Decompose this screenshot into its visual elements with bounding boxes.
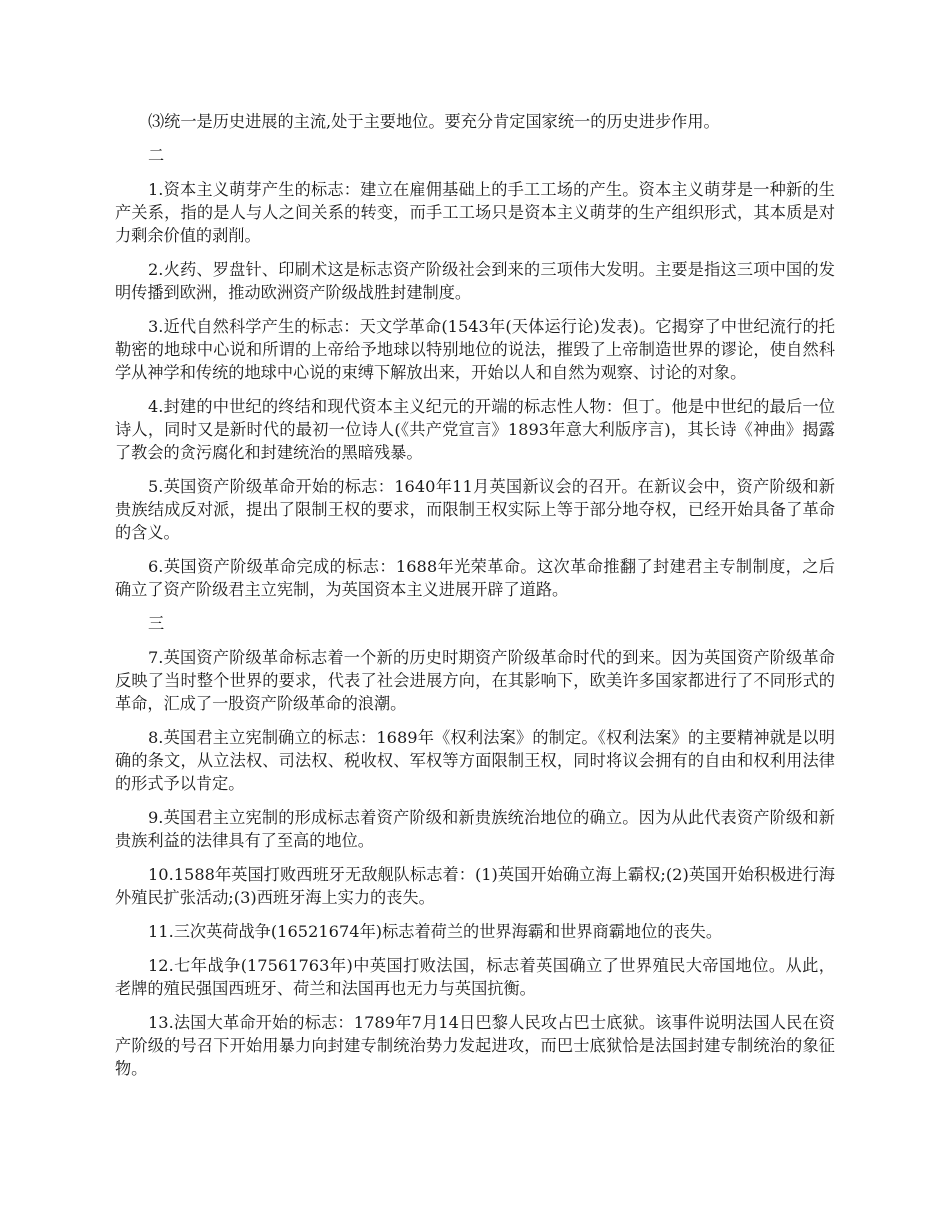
paragraph-3: 3.近代自然科学产生的标志：天文学革命(1543年(天体运行论)发表)。它揭穿了中世纪流行的托勒密的地球中心说和所谓的上帝给予地球以特别地位的说法，摧毁了上帝制造世界的谬论，使自然科学从神学和传统的地球中心说的束缚下解放出来，开始以人和自然为观察、讨论的对象。 bbox=[115, 317, 835, 382]
paragraph-13: 13.法国大革命开始的标志：1789年7月14日巴黎人民攻占巴士底狱。该事件说明法国人民在资产阶级的号召下开始用暴力向封建专制统治势力发起进攻，而巴士底狱恰是法国封建专制统治的象征物。 bbox=[115, 1013, 835, 1078]
paragraph-6: 6.英国资产阶级革命完成的标志：1688年光荣革命。这次革命推翻了封建君主专制制度，之后确立了资产阶级君主立宪制，为英国资本主义进展开辟了道路。 bbox=[115, 557, 835, 599]
paragraph-5: 5.英国资产阶级革命开始的标志：1640年11月英国新议会的召开。在新议会中，资产阶级和新贵族结成反对派，提出了限制王权的要求，而限制王权实际上等于部分地夺权，已经开始具备了革命的含义。 bbox=[115, 477, 835, 542]
paragraph-1: 1.资本主义萌芽产生的标志：建立在雇佣基础上的手工工场的产生。资本主义萌芽是一种新的生产关系，指的是人与人之间关系的转变，而手工工场只是资本主义萌芽的生产组织形式，其本质是对力剩余价值的剥削。 bbox=[115, 180, 835, 245]
paragraph-unity: ⑶统一是历史进展的主流,处于主要地位。要充分肯定国家统一的历史进步作用。 bbox=[148, 112, 720, 131]
paragraph-9: 9.英国君主立宪制的形成标志着资产阶级和新贵族统治地位的确立。因为从此代表资产阶级和新贵族利益的法律具有了至高的地位。 bbox=[115, 808, 835, 850]
document-body bbox=[115, 110, 835, 1091]
section-heading-3: 三 bbox=[148, 614, 165, 633]
paragraph-12: 12.七年战争(17561763年)中英国打败法国，标志着英国确立了世界殖民大帝国地位。从此，老牌的殖民强国西班牙、荷兰和法国再也无力与英国抗衡。 bbox=[115, 956, 835, 998]
paragraph-10: 10.1588年英国打败西班牙无敌舰队标志着：(1)英国开始确立海上霸权;(2)英国开始积极进行海外殖民扩张活动;(3)西班牙海上实力的丧失。 bbox=[115, 865, 835, 907]
section-heading-2: 二 bbox=[148, 146, 165, 165]
paragraph-11: 11.三次英荷战争(16521674年)标志着荷兰的世界海霸和世界商霸地位的丧失。 bbox=[148, 922, 723, 941]
paragraph-4: 4.封建的中世纪的终结和现代资本主义纪元的开端的标志性人物：但丁。他是中世纪的最后一位诗人，同时又是新时代的最初一位诗人(《共产党宣言》1893年意大利版序言)，其长诗《神曲》揭露了教会的贪污腐化和封建统治的黑暗残暴。 bbox=[115, 397, 835, 462]
paragraph-8: 8.英国君主立宪制确立的标志：1689年《权利法案》的制定。《权利法案》的主要精神就是以明确的条文，从立法权、司法权、税收权、军权等方面限制王权，同时将议会拥有的自由和权利用法律的形式予以肯定。 bbox=[115, 728, 835, 793]
paragraph-7: 7.英国资产阶级革命标志着一个新的历史时期资产阶级革命时代的到来。因为英国资产阶级革命反映了当时整个世界的要求，代表了社会进展方向，在其影响下，欧美许多国家都进行了不同形式的革命，汇成了一股资产阶级革命的浪潮。 bbox=[115, 648, 835, 713]
paragraph-2: 2.火药、罗盘针、印刷术这是标志资产阶级社会到来的三项伟大发明。主要是指这三项中国的发明传播到欧洲，推动欧洲资产阶级战胜封建制度。 bbox=[115, 260, 835, 302]
